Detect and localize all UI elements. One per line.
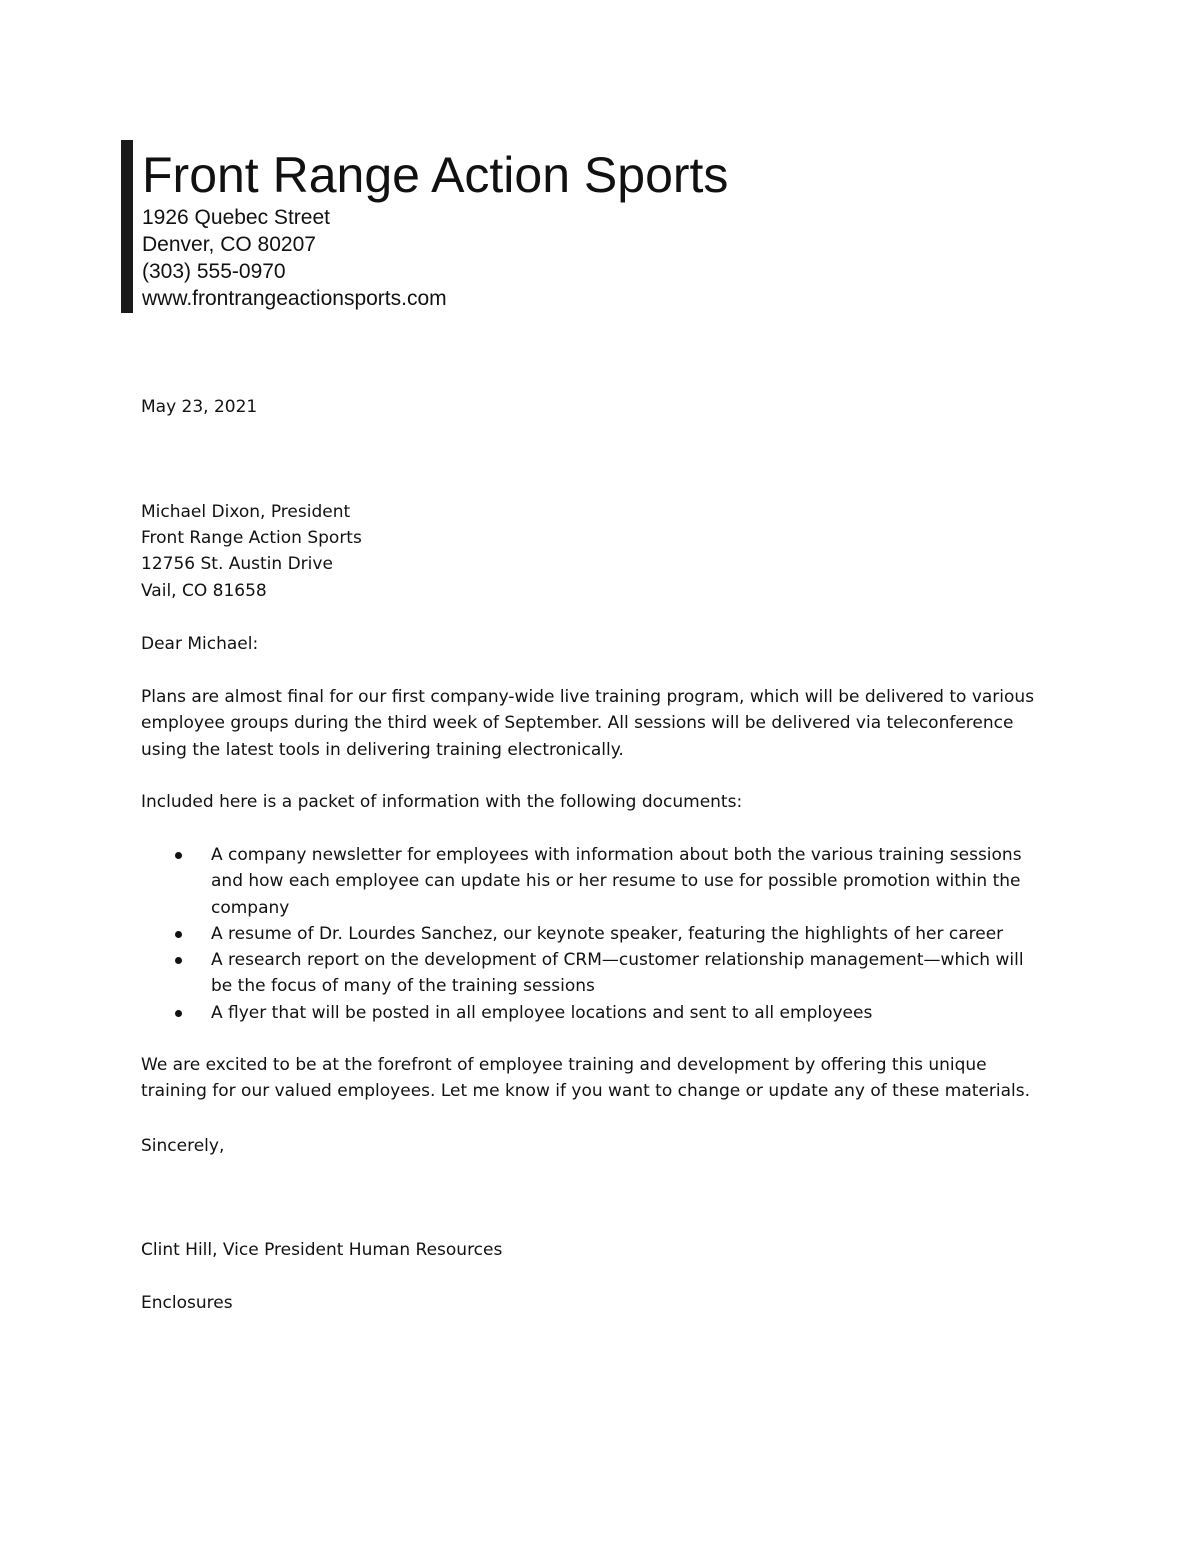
recipient-street: 12756 St. Austin Drive — [141, 554, 333, 574]
paragraph-included: Included here is a packet of information with the following documents: — [141, 792, 743, 812]
list-item-line: A flyer that will be posted in all employee locations and sent to all employees — [211, 1002, 873, 1023]
signature: Clint Hill, Vice President Human Resources — [141, 1240, 503, 1260]
company-name: Front Range Action Sports — [142, 147, 729, 203]
paragraph-line: We are excited to be at the forefront of employee training and development by offering this unique — [141, 1055, 987, 1075]
paragraph-closing — [141, 1052, 1061, 1105]
bullet-icon — [175, 957, 182, 964]
recipient-city: Vail, CO 81658 — [141, 581, 267, 601]
list-item-line: and how each employee can update his or her resume to use for possible promotion within the — [211, 871, 1021, 892]
company-phone: (303) 555-0970 — [142, 260, 286, 283]
list-item-line: A resume of Dr. Lourdes Sanchez, our keynote speaker, featuring the highlights of her career — [211, 923, 1004, 944]
company-city: Denver, CO 80207 — [142, 233, 316, 256]
letterhead — [121, 140, 1021, 313]
paragraph-line: using the latest tools in delivering training electronically. — [141, 739, 624, 760]
list-item-line: be the focus of many of the training sessions — [211, 976, 595, 997]
letterhead-accent-bar — [121, 140, 133, 313]
list-item-line: A research report on the development of CRM—customer relationship management—which will — [211, 950, 1024, 971]
company-website: www.frontrangeactionsports.com — [142, 287, 447, 310]
enclosure-list — [141, 842, 1061, 1026]
list-item — [141, 921, 1061, 947]
list-item — [141, 842, 1061, 921]
salutation: Dear Michael: — [141, 634, 259, 654]
enclosures-note: Enclosures — [141, 1293, 233, 1313]
list-item-line: A company newsletter for employees with information about both the various training sessions — [211, 845, 1022, 865]
recipient-company: Front Range Action Sports — [141, 528, 362, 548]
paragraph-line: Plans are almost final for our first company-wide live training program, which will be delivered to various — [141, 687, 1035, 707]
paragraph-line: training for our valued employees. Let me know if you want to change or update any of these materials. — [141, 1081, 1030, 1102]
bullet-icon — [175, 1010, 182, 1017]
bullet-icon — [175, 931, 182, 938]
paragraph-line: employee groups during the third week of September. All sessions will be delivered via teleconference — [141, 713, 1014, 734]
list-item — [141, 1000, 1061, 1026]
list-item — [141, 947, 1061, 1000]
closing: Sincerely, — [141, 1136, 225, 1156]
letter-date: May 23, 2021 — [141, 397, 258, 417]
recipient-name-title: Michael Dixon, President — [141, 502, 351, 522]
company-street: 1926 Quebec Street — [142, 206, 330, 229]
paragraph-intro — [141, 684, 1061, 763]
list-item-line: company — [211, 897, 290, 918]
bullet-icon — [175, 852, 182, 859]
